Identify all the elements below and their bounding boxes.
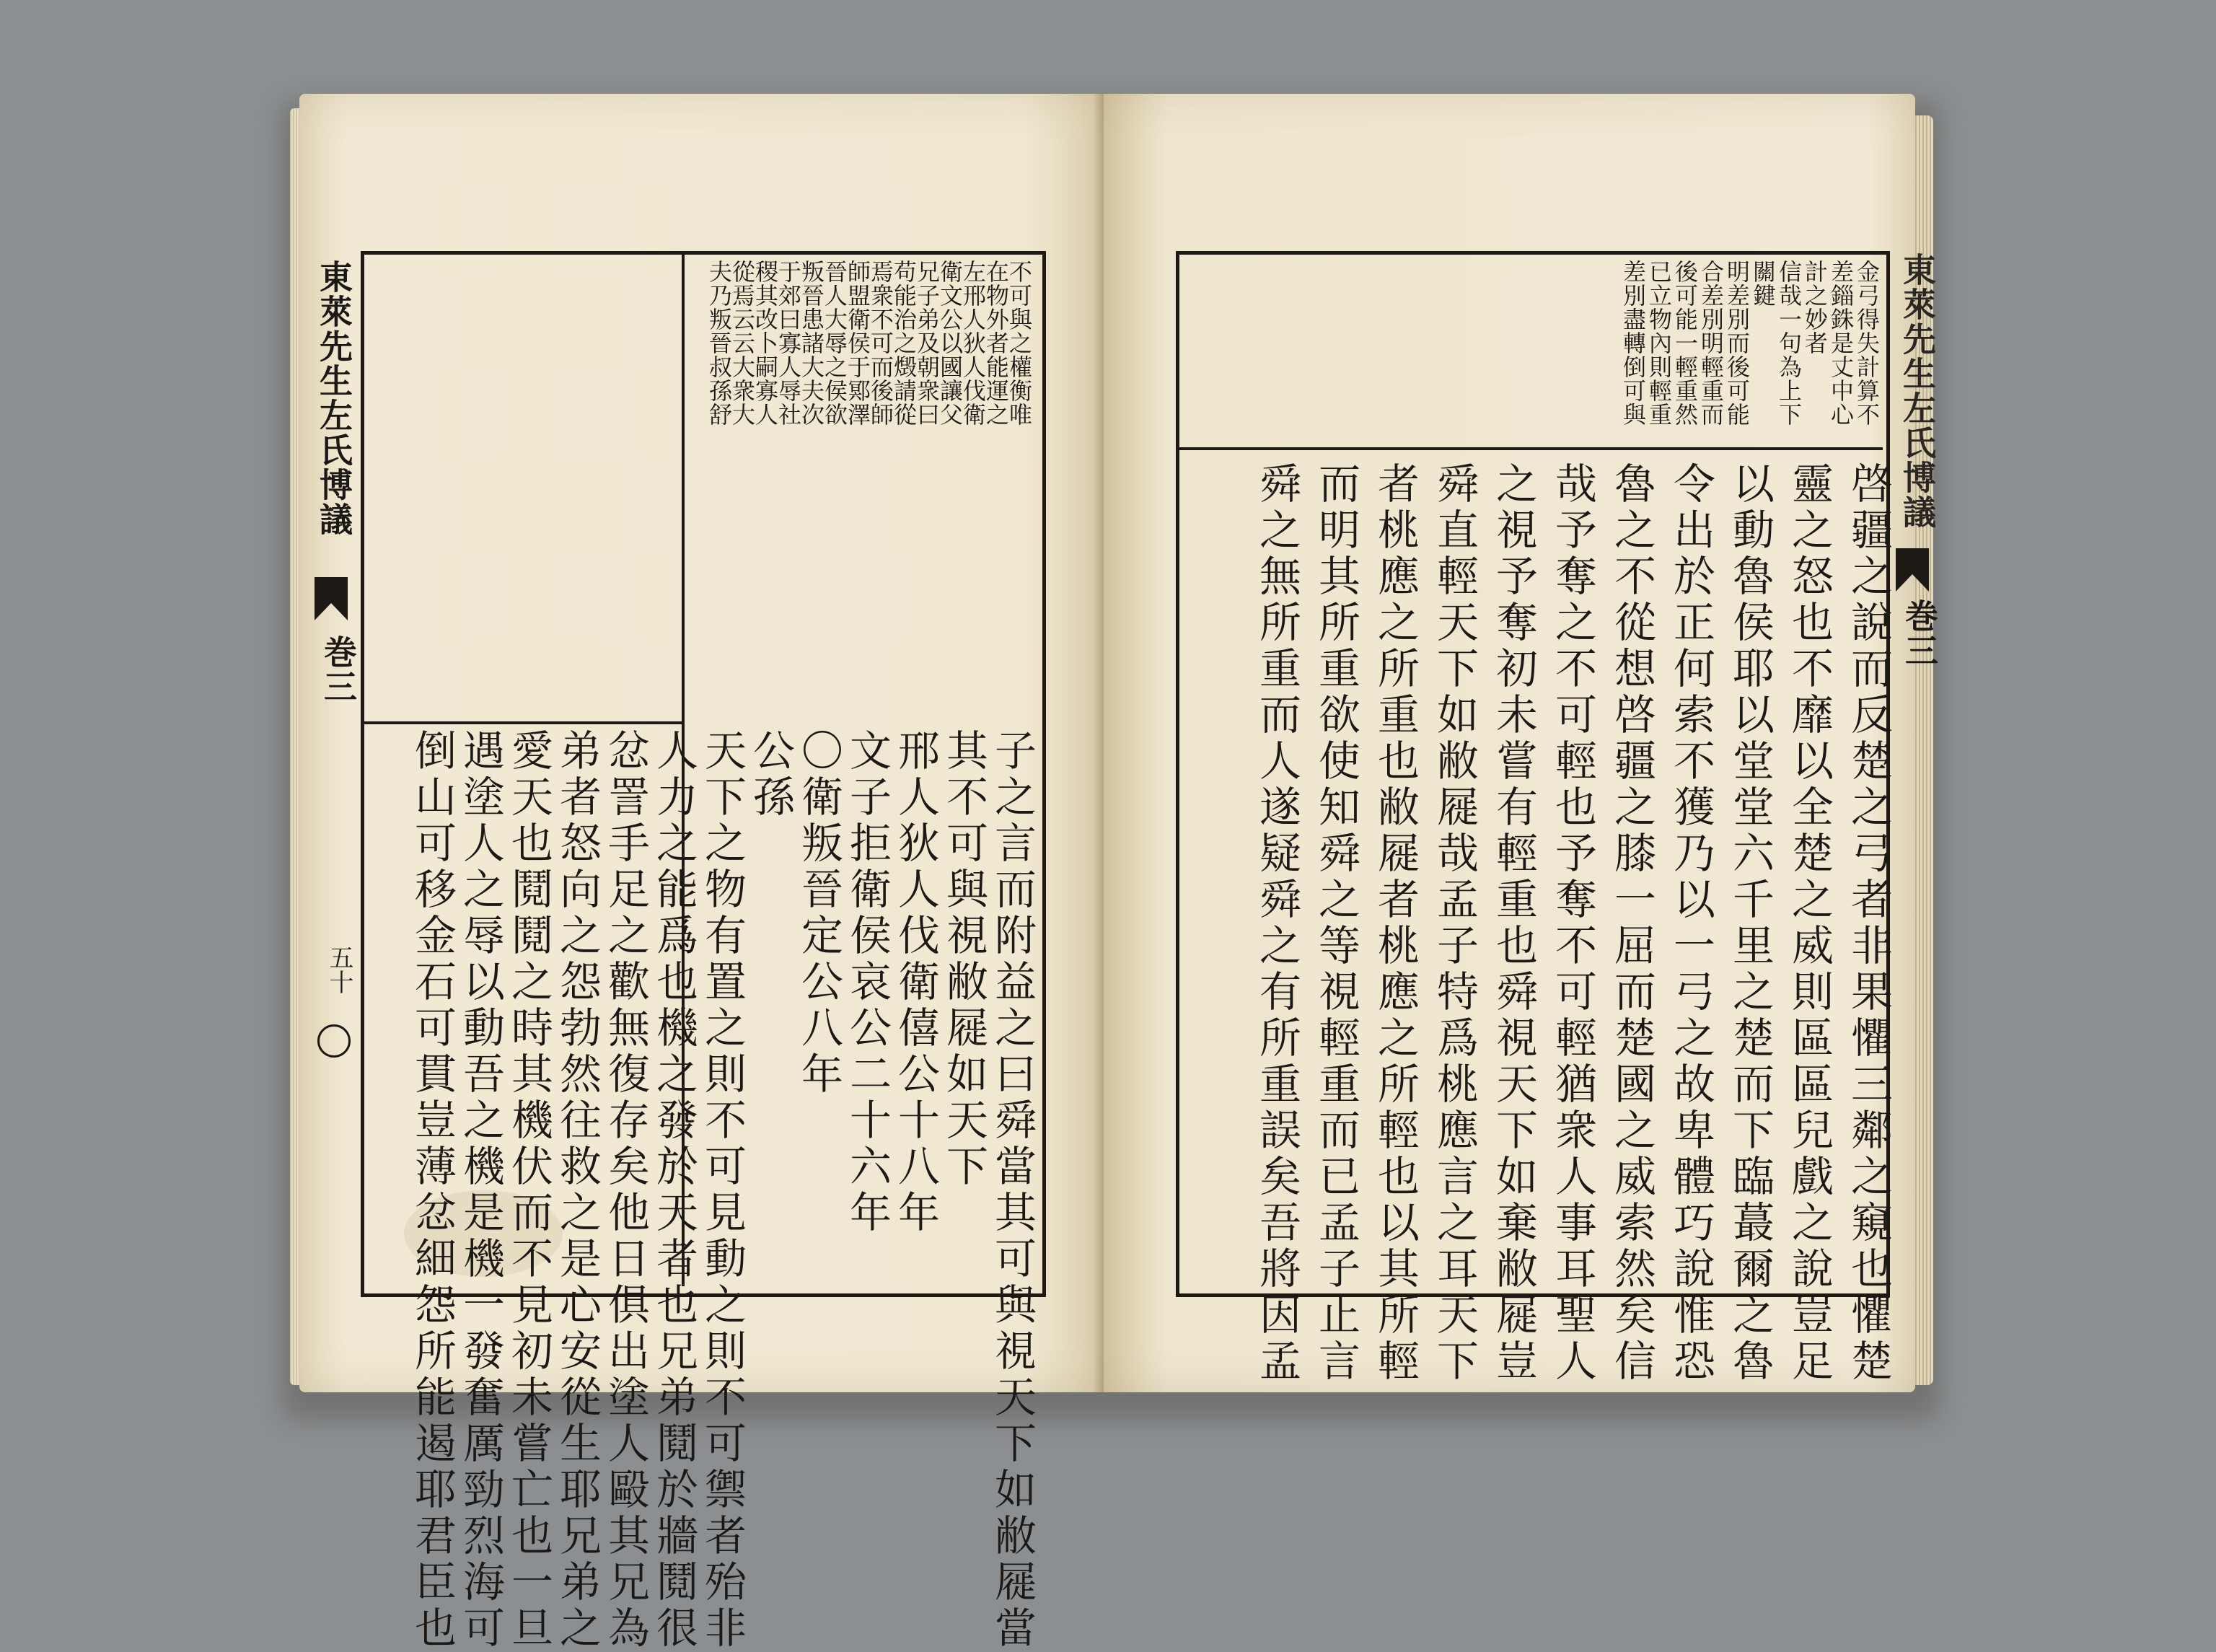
text-column: 文子拒衛侯哀公二十六年: [843, 729, 892, 1236]
left-folio-circle: [317, 1024, 351, 1058]
text-column: 哉予奪之不可輕也予奪不可輕猶衆人事耳聖人: [1548, 462, 1597, 1385]
commentary-column: 關鍵: [1749, 260, 1777, 307]
text-column: 子之言而附益之曰舜當其可與視天下如敝屣當: [988, 729, 1037, 1652]
text-column: 遇塗人之辱以動吾之機是機一發奮厲勁烈海可: [456, 729, 505, 1652]
commentary-column: 苟能治之燬請從: [890, 260, 918, 426]
text-column: 〇衛叛晉定公八年: [794, 729, 843, 1098]
commentary-column: 焉衆不可而後師: [867, 260, 894, 426]
commentary-column: 不可與之權衡唯: [1006, 260, 1033, 426]
commentary-column: 左邢人狄人伐衛: [959, 260, 987, 426]
commentary-column: 計之妙者: [1801, 260, 1829, 355]
commentary-column: 差別盡轉倒可與: [1619, 260, 1647, 426]
text-column: 者桃應之所重也敝屣者桃應之所輕也以其所輕: [1371, 462, 1420, 1385]
commentary-column: 兄子弟及朝衆曰: [913, 260, 941, 426]
commentary-column: 從焉云云大衆大: [729, 260, 756, 426]
text-column: 以動魯侯耶以堂堂六千里之楚而下臨蕞爾之魯: [1725, 462, 1775, 1385]
text-column: 倒山可移金石可貫豈薄忿細怨所能遏耶君臣也: [408, 729, 457, 1652]
text-column: 舜直輕天下如敝屣哉孟子特爲桃應言之耳天下: [1430, 462, 1479, 1385]
text-column: 令出於正何索不獲乃以一弓之故卑體巧說惟恐: [1666, 462, 1715, 1385]
text-column: 忿詈手足之歡無復存矣他日俱出塗人毆其兄為: [601, 729, 650, 1652]
text-column: 之視予奪初未嘗有輕重也舜視天下如棄敝屣豈: [1489, 462, 1538, 1385]
commentary-column: 已立物內則輕重: [1645, 260, 1673, 426]
text-column: 公孫: [746, 729, 795, 821]
text-column: 魯之不從想啓疆之膝一屈而楚國之威索然矣信: [1607, 462, 1656, 1385]
commentary-column: 後可能一輕重然: [1671, 260, 1699, 426]
text-column: 而明其所重欲使知舜之等視輕重而已孟子止言: [1311, 462, 1360, 1385]
left-commentary-divider: [364, 721, 682, 724]
commentary-column: 稷其改卜嗣寡人: [752, 260, 779, 426]
commentary-column: 明差別而後可能: [1723, 260, 1751, 426]
commentary-column: 晉人大辱之侯欲: [821, 260, 848, 426]
left-header-title: 東萊先生左氏博議: [315, 260, 353, 537]
text-column: 其不可與視敝屣如天下: [939, 729, 988, 1190]
commentary-column: 于郊曰寡人辱社: [775, 260, 802, 426]
commentary-column: 差錙銖是丈中心: [1827, 260, 1855, 426]
commentary-column: 夫乃叛晉叔孫舒: [705, 260, 733, 426]
left-folio: 五十: [325, 945, 353, 994]
text-column: 天下之物有置之則不可見動之則不可禦者殆非: [698, 729, 747, 1652]
commentary-column: 合差別明輕重而: [1697, 260, 1725, 426]
text-column: 邢人狄人伐衛僖公十八年: [891, 729, 940, 1236]
text-column: 弟者怒向之怨勃然往救之是心安從生耶兄弟之: [553, 729, 602, 1652]
text-column: 舜之無所重而人遂疑舜之有所重誤矣吾將因孟: [1252, 462, 1301, 1385]
commentary-column: 師盟衛侯于鄍澤: [844, 260, 871, 426]
right-header-volume: 巻三: [1900, 599, 1939, 668]
commentary-column: 在物外者能運之: [982, 260, 1010, 426]
text-column: 人力之能爲也機之發於天者也兄弟鬩於牆鬩很: [649, 729, 698, 1652]
commentary-column: 叛晉患諸大夫次: [798, 260, 825, 426]
right-commentary-divider: [1179, 447, 1883, 450]
text-column: 靈之怒也不靡以全楚之威則區區兒戲之說豈足: [1785, 462, 1834, 1385]
commentary-column: 金弓得失計算不: [1853, 260, 1881, 426]
left-header-volume: 巻三: [319, 635, 358, 704]
text-column: 啓疆之說而反楚之弓者非果懼三鄰之窺也懼楚: [1844, 462, 1893, 1385]
right-header-title: 東萊先生左氏博議: [1898, 252, 1937, 530]
commentary-column: 衛文公以國讓父: [936, 260, 964, 426]
commentary-column: 信哉一句為上下: [1775, 260, 1803, 426]
text-column: 愛天也鬩鬩之時其機伏而不見初未嘗亡也一旦: [504, 729, 553, 1652]
